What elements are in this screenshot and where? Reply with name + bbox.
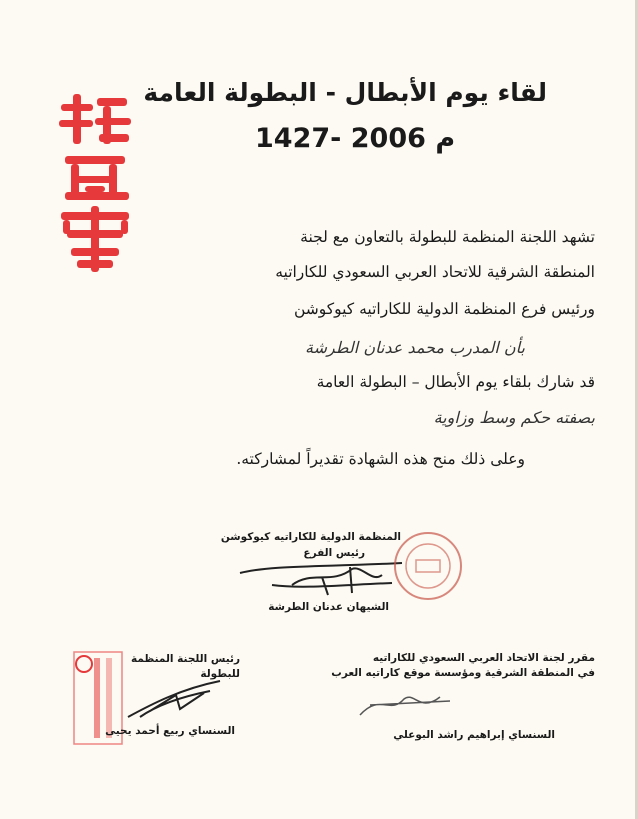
- center-signature-role: رئيس الفرع: [303, 547, 365, 559]
- center-signature-name: الشيهان عدنان الطرشة: [268, 601, 389, 613]
- right-signature-role-line2: في المنطقة الشرقية ومؤسسة موقع كاراتيه العرب: [331, 667, 595, 679]
- body-line-6-handwritten: بصفته حكم وسط وزاوية: [433, 408, 595, 427]
- body-line-4-handwritten: بأن المدرب محمد عدنان الطرشة: [304, 338, 525, 357]
- center-signature-scribble: [232, 555, 412, 600]
- body-line-5: قد شارك بلقاء يوم الأبطال – البطولة العامة: [316, 373, 595, 391]
- left-signature-name: السنساي ربيع أحمد يحيى: [105, 725, 235, 737]
- body-line-2: المنطقة الشرقية للاتحاد العربي السعودي للكاراتيه: [275, 263, 595, 281]
- right-signature-role-line1: مقرر لجنة الاتحاد العربي السعودي للكاراتيه: [372, 652, 595, 664]
- center-signature-org: المنظمة الدولية للكاراتيه كيوكوشن: [220, 531, 401, 543]
- body-line-3: ورئيس فرع المنظمة الدولية للكاراتيه كيوكوشن: [293, 300, 595, 318]
- right-signature-name: السنساي إبراهيم راشد البوعلي: [393, 729, 555, 741]
- left-signature-role: رئيس اللجنة المنظمة للبطولة: [131, 653, 240, 680]
- right-signature-scribble: [350, 685, 460, 725]
- body-line-7: وعلى ذلك منح هذه الشهادة تقديراً لمشاركته.: [236, 450, 525, 468]
- left-signature-scribble: [120, 675, 230, 725]
- certificate-title: لقاء يوم الأبطال - البطولة العامة: [143, 78, 547, 107]
- center-official-stamp: [392, 530, 464, 602]
- certificate-year: 1427- 2006 م: [255, 123, 456, 154]
- kyokushin-kanji-logo: [55, 90, 137, 275]
- body-line-1: تشهد اللجنة المنظمة للبطولة بالتعاون مع لجنة: [300, 228, 595, 246]
